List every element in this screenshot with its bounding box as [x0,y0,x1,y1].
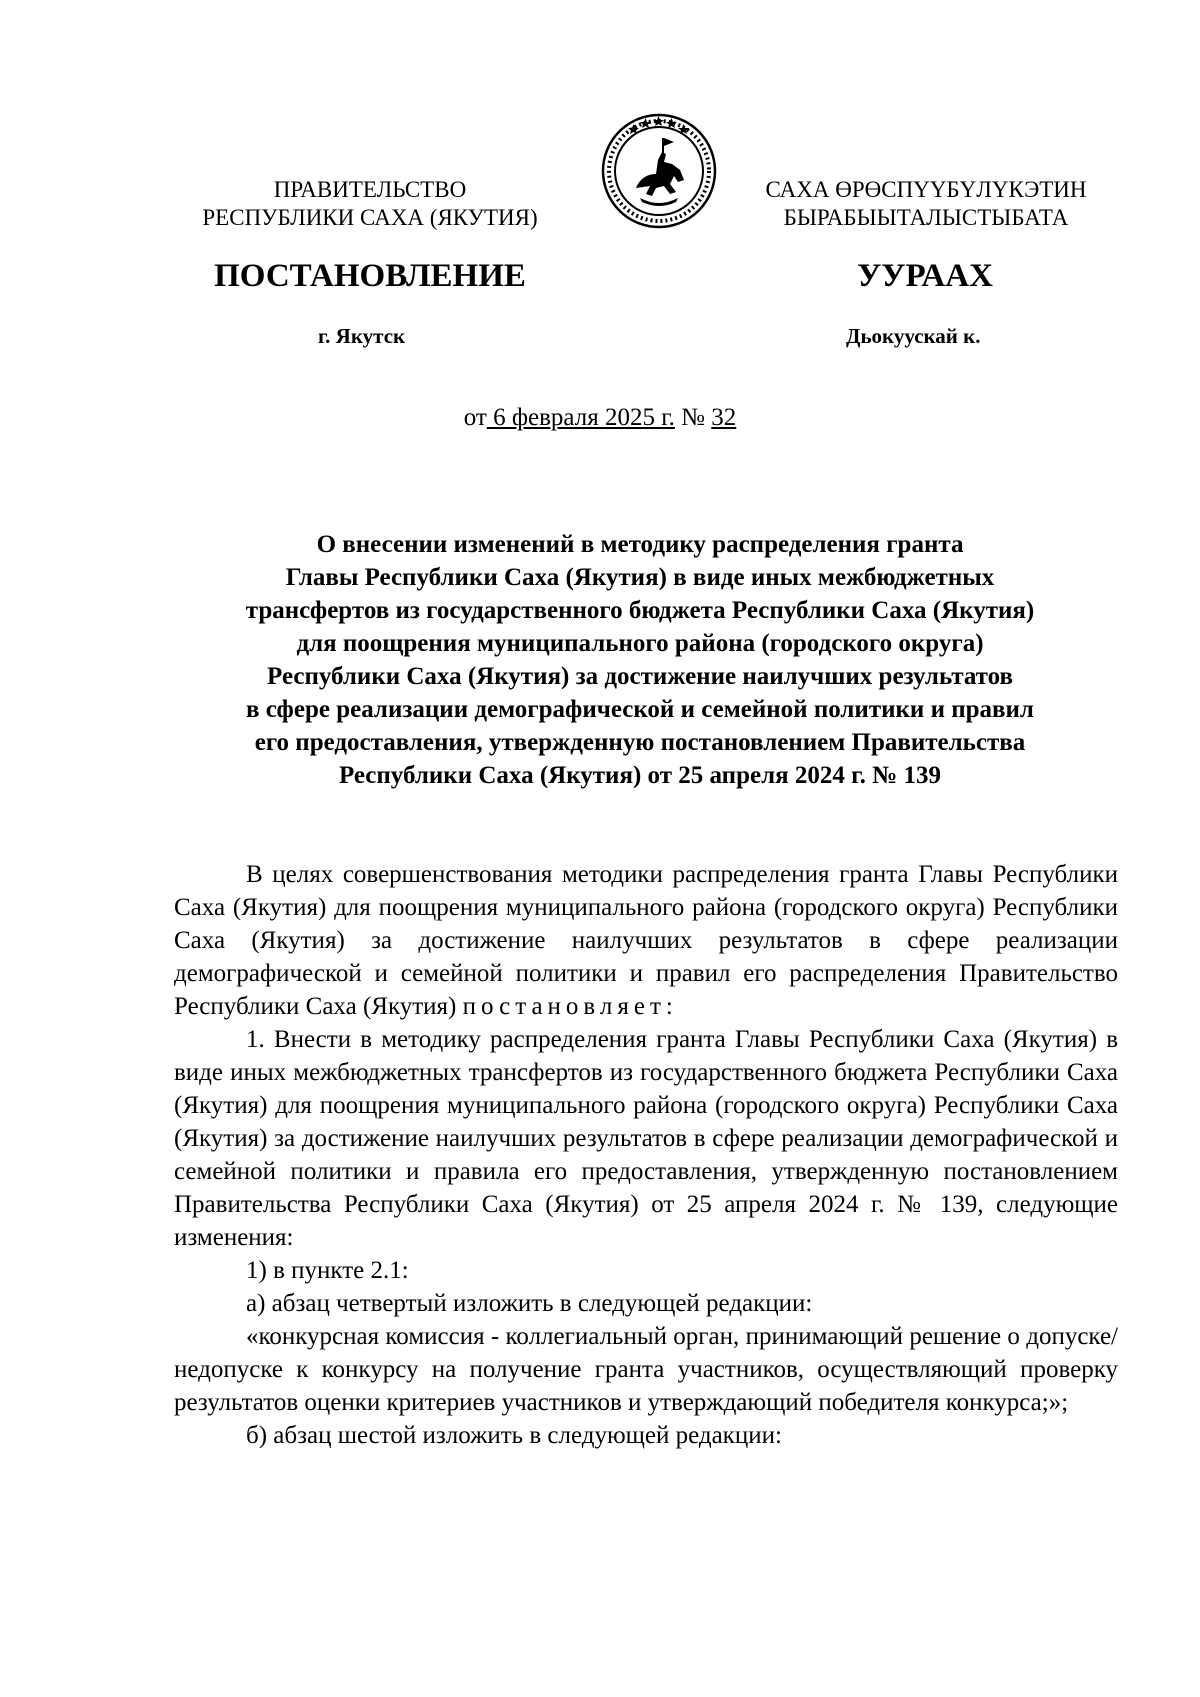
document-date: 6 февраля 2025 г. [486,404,675,431]
government-line-1: ПРАВИТЕЛЬСТВО [273,177,467,202]
heading-line: трансфертов из государственного бюджета Республики Саха (Якутия) [245,597,1035,624]
heading-line: О внесении изменений в методику распределения гранта [316,531,964,558]
government-line-1-sakha: САХА ӨРӨСПҮҮБҮЛҮКЭТИН [765,177,1087,202]
subitem-1: 1) в пункте 2.1: [246,1257,409,1284]
document-type-russian: ПОСТАНОВЛЕНИЕ [214,258,526,294]
quoted-definition: «конкурсная комиссия - коллегиальный орган, принимающий решение о допуске/недопуске к конкурсу на получение гранта участников, осуществляющий проверку результатов оценки критериев участников и утверждающий победителя конкурса;»; [174,1323,1118,1416]
government-name-sakha [748,176,1104,232]
document-heading [160,528,1120,792]
heading-line: Главы Республики Саха (Якутия) в виде иных межбюджетных [285,564,995,591]
document-number: 32 [711,404,737,431]
preamble-text: В целях совершенствования методики распределения гранта Главы Республики Саха (Якутия) для поощрения муниципального района (городского округа) Республики Саха (Якутия) за достижение наилучших результатов в сфере реализации демографической и семейной политики и правил его распределения Правительство Республики Саха (Якутия) [174,861,1118,1020]
heading-line: в сфере реализации демографической и семейной политики и правил [246,696,1034,723]
heading-line: его предоставления, утвержденную постановлением Правительства [254,729,1026,756]
government-line-2-sakha: БЫРАБЫЫТАЛЫСТЫБАТА [783,205,1069,230]
heading-line: для поощрения муниципального района (городского округа) [296,630,984,657]
date-prefix: от [463,404,487,431]
document-dateline [0,404,1200,432]
preamble-paragraph [174,858,1118,1023]
item-1-paragraph: 1. Внести в методику распределения гранта Главы Республики Саха (Якутия) в виде иных межбюджетных трансфертов из государственного бюджета Республики Саха (Якутия) для поощрения муниципального района (городского округа) Республики Саха (Якутия) за достижение наилучших результатов в сфере реализации демографической и семейной политики и правила его предоставления, утвержденную постановлением Правительства Республики Саха (Якутия) от 25 апреля 2024 г. № 139, следующие изменения: [174,1026,1118,1251]
resolves-word: постановляет: [462,993,678,1020]
heading-line: Республики Саха (Якутия) за достижение наилучших результатов [267,663,1013,690]
subitem-b: б) абзац шестой изложить в следующей редакции: [246,1422,782,1449]
document-body [174,858,1118,1452]
city-sakha: Дьокуускай к. [846,324,981,348]
heading-line: Республики Саха (Якутия) от 25 апреля 2024 г. № 139 [338,762,942,789]
government-name-russian [180,176,560,232]
subitem-a: а) абзац четвертый изложить в следующей редакции: [246,1290,813,1317]
document-type-sakha: УУРААХ [857,258,993,294]
number-label: № [674,404,712,431]
sakha-coat-of-arms-icon [600,112,718,230]
government-line-2: РЕСПУБЛИКИ САХА (ЯКУТИЯ) [202,205,538,230]
city-russian: г. Якутск [318,324,406,348]
